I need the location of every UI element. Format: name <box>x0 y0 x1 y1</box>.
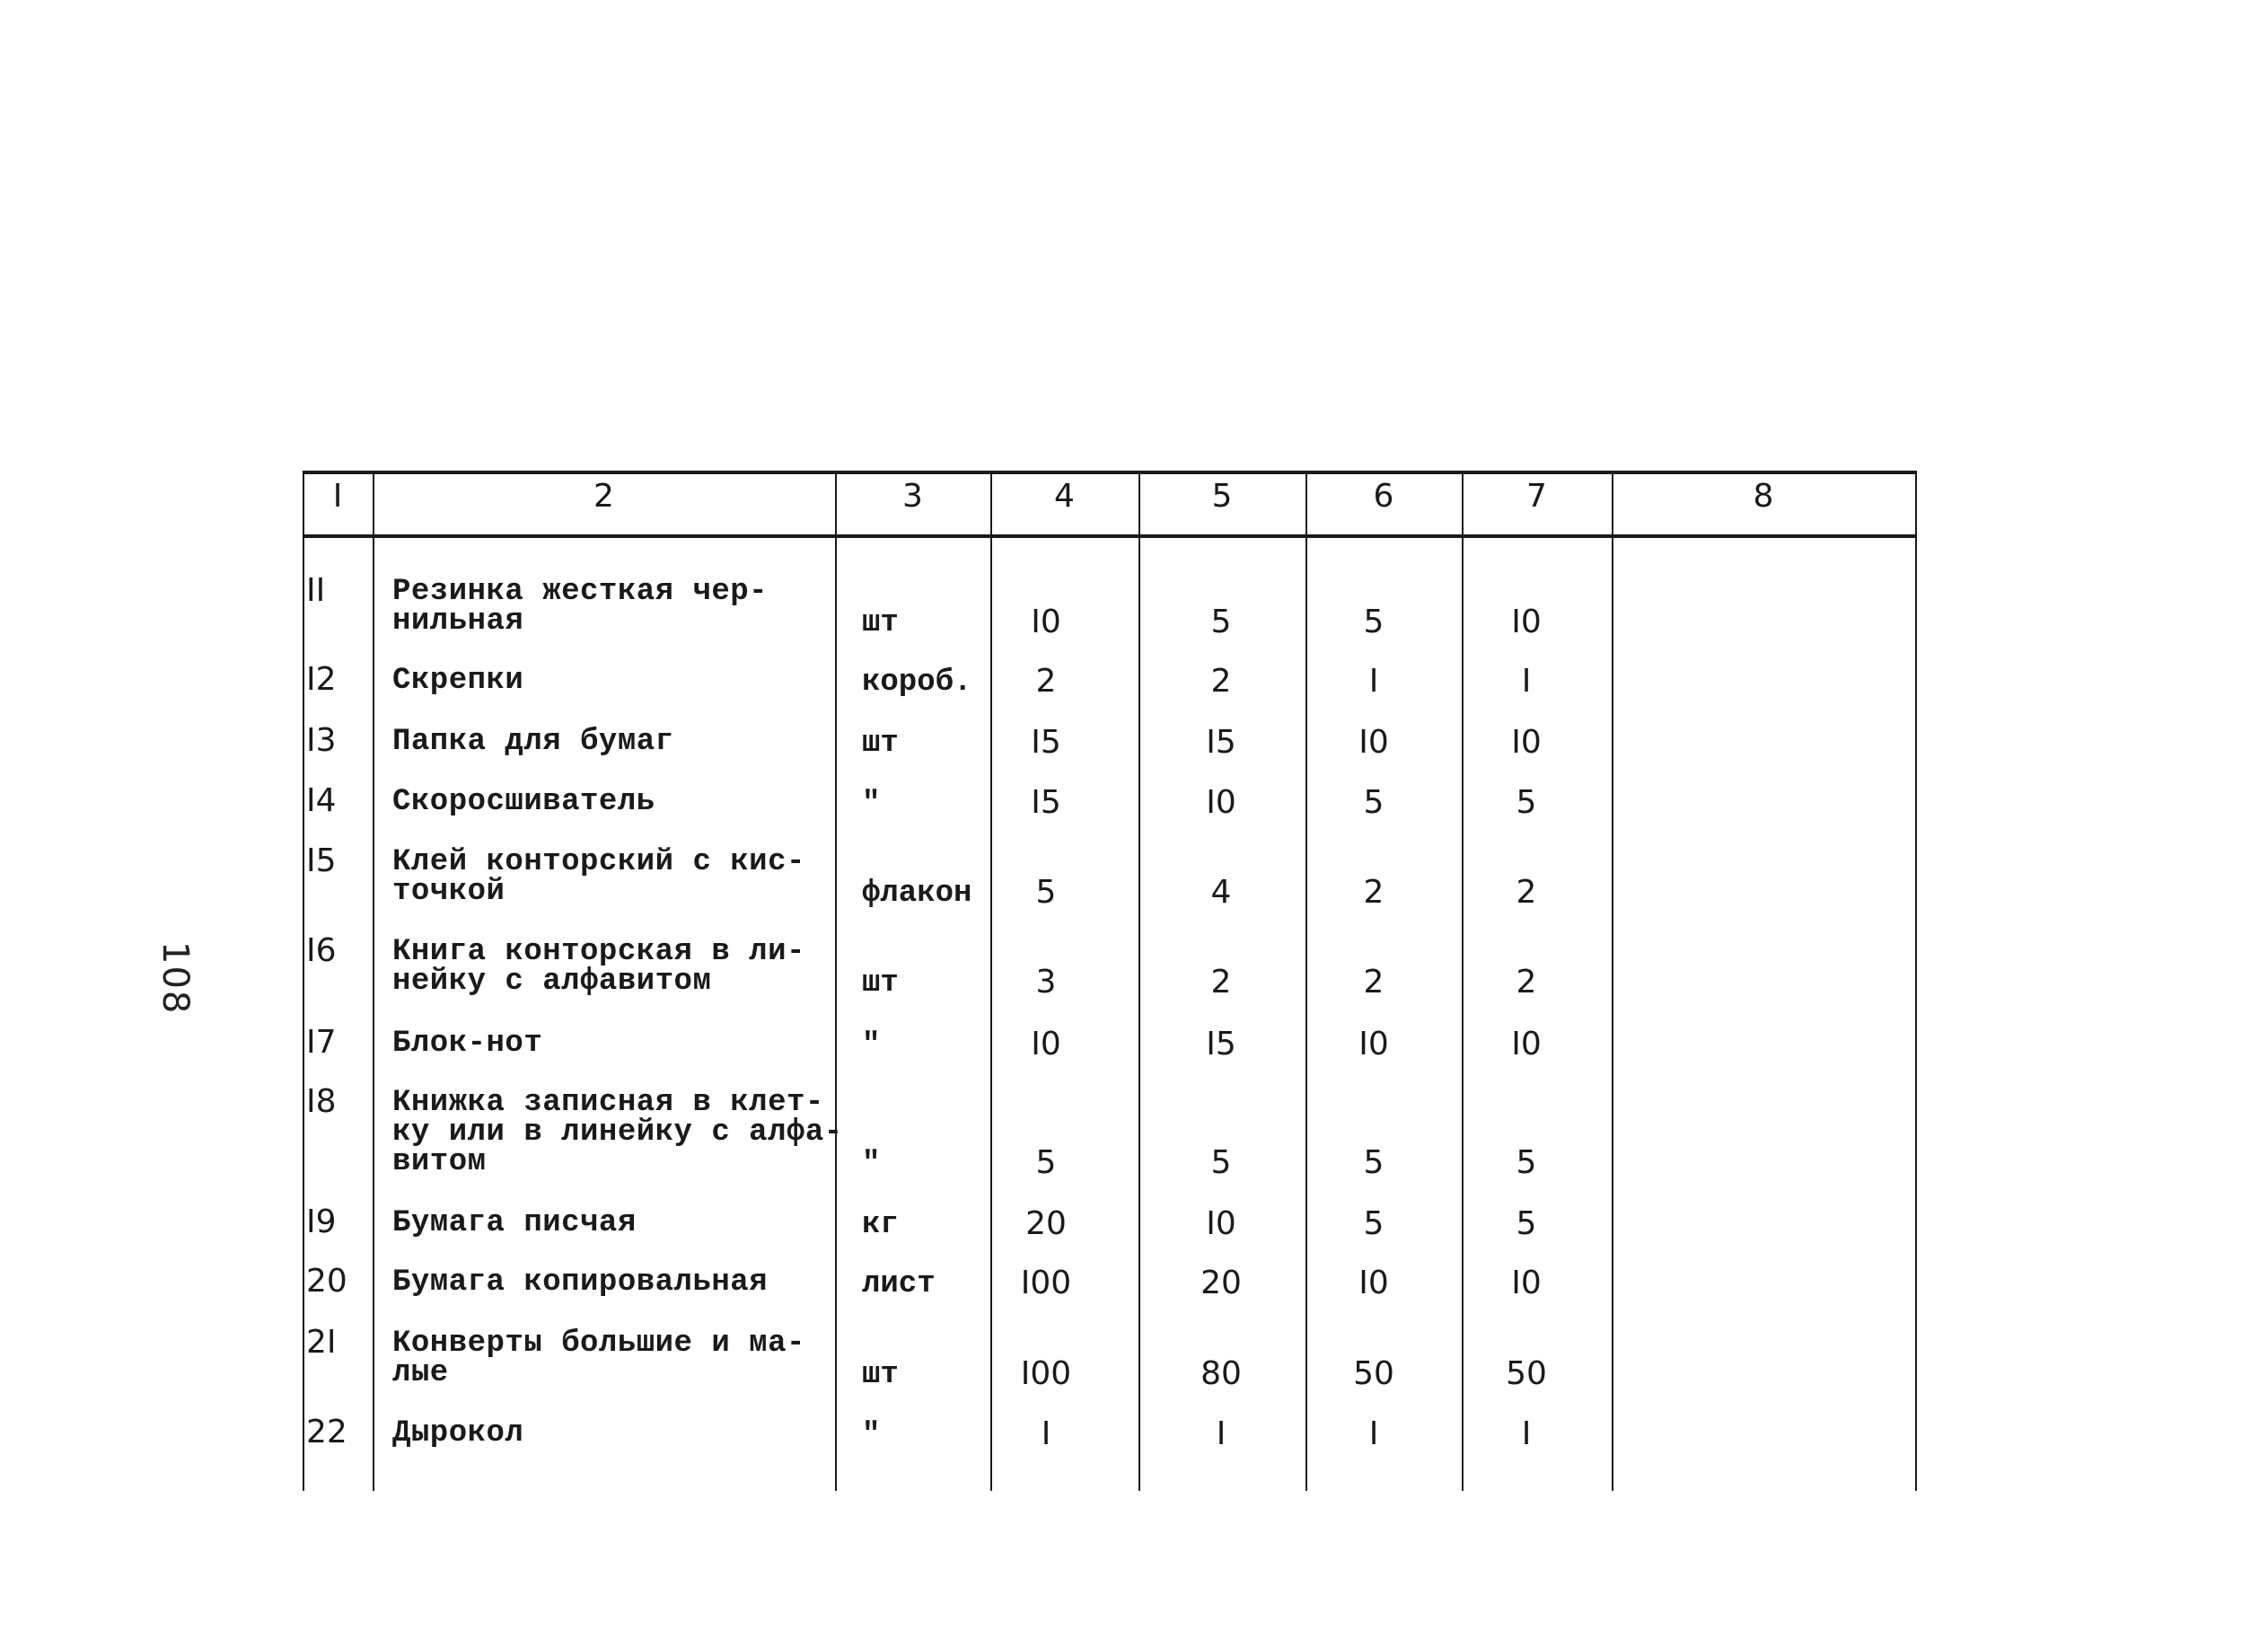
item-name-line: Блок-нот <box>392 1027 543 1061</box>
unit-cell: " <box>862 1028 881 1062</box>
unit-cell: короб. <box>862 666 972 700</box>
item-name-line: Скрепки <box>392 664 524 698</box>
value-c6: 2 <box>1363 874 1385 911</box>
value-c4: I5 <box>1031 784 1061 821</box>
header-col-2: 2 <box>593 478 614 515</box>
row-number: II <box>306 572 326 609</box>
value-c5: 5 <box>1210 1144 1232 1181</box>
value-c4: I0 <box>1031 1026 1061 1062</box>
value-c7: 50 <box>1506 1355 1547 1392</box>
header-col-1: I <box>332 478 343 515</box>
value-c6: 5 <box>1363 784 1385 821</box>
column-divider-1 <box>373 471 374 1491</box>
value-c5: I5 <box>1206 724 1236 761</box>
item-name-line: Скоросшиватель <box>392 785 655 819</box>
value-c4: I00 <box>1020 1265 1072 1301</box>
value-c7: 5 <box>1516 1144 1537 1181</box>
column-divider-8 <box>1915 471 1917 1491</box>
value-c4: I <box>1041 1415 1051 1452</box>
unit-cell: шт <box>862 606 899 640</box>
column-divider-5 <box>1305 471 1307 1491</box>
value-c7: I0 <box>1511 604 1542 640</box>
item-name-line: Книга конторская в ли- <box>392 935 805 969</box>
value-c7: 5 <box>1516 1205 1537 1242</box>
row-number: I9 <box>306 1203 337 1240</box>
header-col-3: 3 <box>902 478 923 515</box>
row-number: I8 <box>306 1083 337 1120</box>
row-number: 20 <box>306 1263 347 1300</box>
unit-cell: " <box>862 1418 881 1452</box>
item-name-line: Книжка записная в клет- <box>392 1086 824 1120</box>
value-c7: I0 <box>1511 1265 1542 1301</box>
value-c6: 2 <box>1363 964 1385 1001</box>
value-c6: 5 <box>1363 604 1385 640</box>
value-c4: I5 <box>1031 724 1061 761</box>
item-name-line: витом <box>392 1145 487 1179</box>
value-c5: 20 <box>1200 1265 1242 1301</box>
row-number: 2I <box>306 1324 337 1361</box>
row-number: I6 <box>306 932 337 969</box>
item-name-line: Папка для бумаг <box>392 725 674 759</box>
value-c6: I <box>1368 1415 1379 1452</box>
table-top-border <box>303 471 1915 474</box>
value-c4: I0 <box>1031 604 1061 640</box>
item-name-line: точкой <box>392 875 505 909</box>
value-c7: I <box>1521 1415 1532 1452</box>
value-c6: I <box>1368 663 1379 700</box>
unit-cell: лист <box>862 1267 936 1301</box>
item-name-line: лые <box>392 1356 449 1390</box>
value-c5: I <box>1216 1415 1226 1452</box>
header-col-4: 4 <box>1054 478 1075 515</box>
header-col-7: 7 <box>1526 478 1547 515</box>
value-c7: 2 <box>1516 964 1537 1001</box>
value-c7: I0 <box>1511 1026 1542 1062</box>
page-number: 108 <box>154 941 196 1016</box>
header-bottom-border <box>303 534 1915 538</box>
value-c5: 5 <box>1210 604 1232 640</box>
value-c6: 50 <box>1353 1355 1394 1392</box>
item-name-line: Дырокол <box>392 1416 524 1450</box>
value-c5: I5 <box>1206 1026 1236 1062</box>
unit-cell: шт <box>862 966 899 1001</box>
unit-cell: кг <box>862 1208 899 1242</box>
header-col-8: 8 <box>1753 478 1774 515</box>
item-name-line: Конверты большие и ма- <box>392 1327 805 1361</box>
column-divider-4 <box>1138 471 1140 1491</box>
item-name-line: нильная <box>392 604 524 639</box>
header-col-6: 6 <box>1373 478 1394 515</box>
value-c6: 5 <box>1363 1144 1385 1181</box>
unit-cell: шт <box>862 727 899 761</box>
value-c4: 3 <box>1035 964 1057 1001</box>
value-c6: I0 <box>1358 1265 1389 1301</box>
value-c6: I0 <box>1358 724 1389 761</box>
row-number: I7 <box>306 1024 337 1061</box>
value-c5: I0 <box>1206 784 1236 821</box>
value-c5: 2 <box>1210 663 1232 700</box>
value-c4: 20 <box>1025 1205 1067 1242</box>
value-c4: 5 <box>1035 1144 1057 1181</box>
item-name-line: ку или в линейку с алфа- <box>392 1115 843 1150</box>
value-c7: 5 <box>1516 784 1537 821</box>
unit-cell: " <box>862 787 881 821</box>
column-divider-7 <box>1612 471 1613 1491</box>
value-c6: I0 <box>1358 1026 1389 1062</box>
unit-cell: " <box>862 1147 881 1181</box>
value-c5: 2 <box>1210 964 1232 1001</box>
column-divider-3 <box>990 471 992 1491</box>
item-name-line: Резинка жесткая чер- <box>392 575 769 609</box>
column-divider-6 <box>1462 471 1464 1491</box>
row-number: I2 <box>306 661 337 698</box>
row-number: 22 <box>306 1414 347 1450</box>
value-c5: I0 <box>1206 1205 1236 1242</box>
value-c7: I0 <box>1511 724 1542 761</box>
row-number: I3 <box>306 722 337 759</box>
value-c7: I <box>1521 663 1532 700</box>
value-c4: I00 <box>1020 1355 1072 1392</box>
value-c5: 80 <box>1200 1355 1242 1392</box>
item-name-line: нейку с алфавитом <box>392 965 712 999</box>
value-c4: 2 <box>1035 663 1057 700</box>
column-divider-0 <box>303 471 304 1491</box>
value-c4: 5 <box>1035 874 1057 911</box>
value-c5: 4 <box>1210 874 1232 911</box>
value-c6: 5 <box>1363 1205 1385 1242</box>
row-number: I4 <box>306 782 337 819</box>
item-name-line: Бумага писчая <box>392 1206 637 1240</box>
header-col-5: 5 <box>1211 478 1233 515</box>
column-divider-2 <box>835 471 837 1491</box>
value-c7: 2 <box>1516 874 1537 911</box>
item-name-line: Бумага копировальная <box>392 1265 769 1300</box>
unit-cell: шт <box>862 1358 899 1392</box>
row-number: I5 <box>306 842 337 879</box>
item-name-line: Клей конторский с кис- <box>392 845 805 879</box>
unit-cell: флакон <box>862 877 972 911</box>
